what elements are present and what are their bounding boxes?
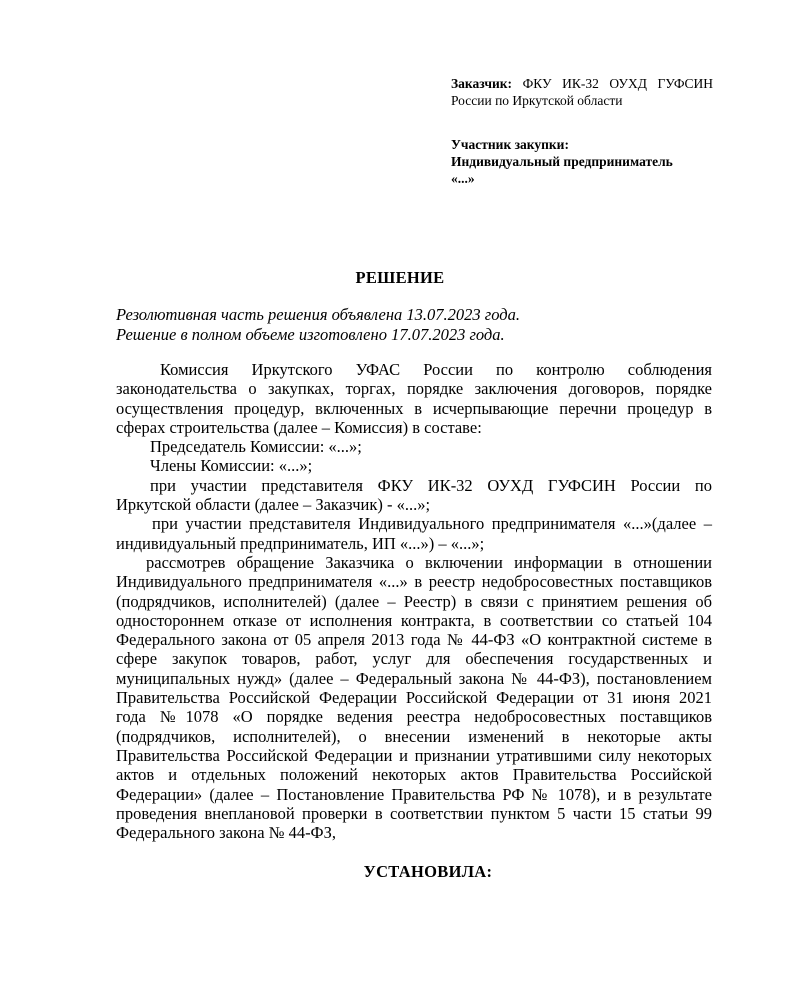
body-line: Федерального закона от 05 апреля 2013 года № 44-ФЗ «О контрактной системе в xyxy=(116,630,712,650)
body-line: муниципальных нужд» (далее – Федеральный закона № 44-ФЗ), постановлением xyxy=(116,668,712,688)
body-line: проведения внеплановой проверки в соответствии пунктом 5 части 15 статьи 99 xyxy=(116,803,712,823)
commission-members: Члены Комиссии: «...»; xyxy=(150,456,313,476)
decision-dates xyxy=(116,305,716,345)
customer-name-2: России по Иркутской области xyxy=(451,93,623,108)
body-line: индивидуальный предприниматель, ИП «...») – «...»; xyxy=(116,533,485,553)
body-line: Иркутской области (далее – Заказчик) - «...»; xyxy=(116,495,431,515)
body-line: Правительства Российской Федерации Российской Федерации от 31 июня 2021 xyxy=(116,688,712,708)
body-line: одностороннем отказе от исполнения контракта, в соответствии со статьей 104 xyxy=(116,610,712,630)
customer-block xyxy=(451,75,713,109)
customer-line-1 xyxy=(451,75,713,92)
body-line: сферах строительства (далее – Комиссия) в составе: xyxy=(116,417,482,437)
body-line: Федерального закона № 44-ФЗ, xyxy=(116,823,336,843)
body-line: при участии представителя Индивидуального предпринимателя «...»(далее – xyxy=(152,514,712,534)
body-line: рассмотрев обращение Заказчика о включении информации в отношении xyxy=(146,552,712,572)
established-heading: УСТАНОВИЛА: xyxy=(363,862,493,881)
body-line: Федерации» (далее – Постановление Правительства РФ № 1078), и в результате xyxy=(116,784,712,804)
participant-type: Индивидуальный предприниматель xyxy=(451,154,673,169)
announced-date-line: Резолютивная часть решения объявлена 13.07.2023 года. xyxy=(116,305,520,324)
body-line: Правительства Российской Федерации и признании утратившими силу некоторых xyxy=(116,745,712,765)
participant-label: Участник закупки: xyxy=(451,137,569,152)
body-line: осуществления процедур, включенных в исчерпывающие перечни процедур в xyxy=(116,398,712,418)
produced-date-line: Решение в полном объеме изготовлено 17.07.2023 года. xyxy=(116,325,505,344)
body-line: Комиссия Иркутского УФАС России по контролю соблюдения xyxy=(160,360,712,379)
body-line: при участии представителя ФКУ ИК-32 ОУХД ГУФСИН России по xyxy=(150,475,712,495)
body-line: законодательства о закупках, торгах, порядке заключения договоров, порядке xyxy=(116,379,712,399)
commission-chair: Председатель Комиссии: «...»; xyxy=(150,437,362,457)
body-line: сфере закупок товаров, работ, услуг для обеспечения государственных и xyxy=(116,649,712,669)
document-body xyxy=(116,360,712,842)
customer-name-1: ФКУ ИК-32 ОУХД ГУФСИН xyxy=(522,76,714,91)
document-title: РЕШЕНИЕ xyxy=(355,268,445,287)
body-line: года №1078 «О порядке ведения реестра недобросовестных поставщиков xyxy=(116,707,712,727)
participant-block xyxy=(451,136,713,187)
body-line: актов и отдельных положений некоторых актов Правительства Российской xyxy=(116,765,712,785)
customer-label: Заказчик: xyxy=(451,76,513,91)
body-line: (подрядчиков, исполнителей), о внесении изменений в некоторые акты xyxy=(116,726,712,746)
body-line: (подрядчиков, исполнителей) (далее – Реестр) в связи с принятием решения об xyxy=(116,591,712,611)
body-line: Индивидуального предпринимателя «...» в реестр недобросовестных поставщиков xyxy=(116,572,712,592)
participant-name: «...» xyxy=(451,171,475,186)
